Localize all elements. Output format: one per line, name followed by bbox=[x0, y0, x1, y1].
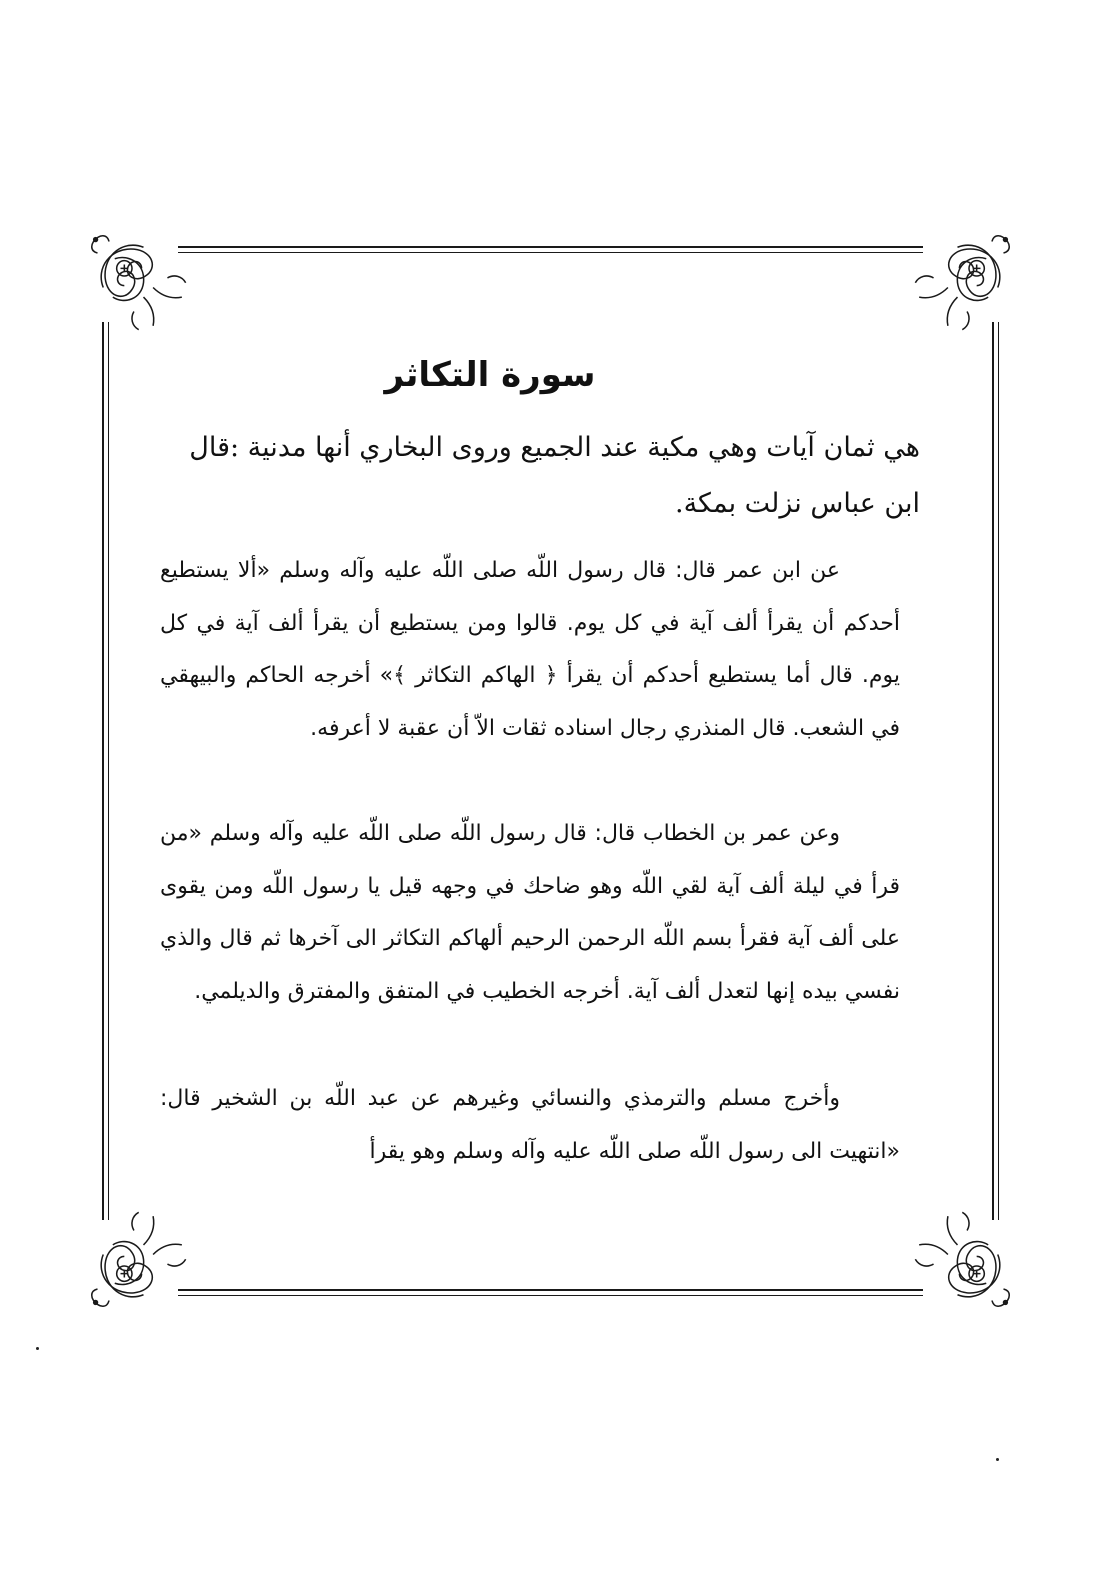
corner-ornament-icon bbox=[900, 230, 1015, 345]
surah-title: سورة التكاثر bbox=[384, 355, 596, 395]
border-top-line bbox=[178, 246, 923, 253]
intro-paragraph: هي ثمان آيات وهي مكية عند الجميع وروى البخاري أنها مدنية :قال ابن عباس نزلت بمكة. bbox=[189, 432, 920, 519]
corner-ornament-icon bbox=[86, 230, 201, 345]
scan-speck bbox=[996, 1458, 999, 1461]
border-right-line bbox=[992, 322, 999, 1220]
corner-ornament-icon bbox=[900, 1197, 1015, 1312]
body-paragraph: وأخرج مسلم والترمذي والنسائي وغيرهم عن عبد اللّه بن الشخير قال: «انتهيت الى رسول اللّه صلى اللّه عليه وآله وسلم وهو يقرأ bbox=[160, 1086, 900, 1164]
corner-ornament-icon bbox=[86, 1197, 201, 1312]
scan-speck bbox=[36, 1347, 39, 1350]
body-paragraph: وعن عمر بن الخطاب قال: قال رسول اللّه صلى اللّه عليه وآله وسلم «من قرأ في ليلة ألف آية لقي اللّه وهو ضاحك في وجهه قيل يا رسول اللّه ومن يقوى على ألف آية فقرأ بسم اللّه الرحمن الرحيم ألهاكم التكاثر الى آخرها ثم قال والذي نفسي بيده إنها لتعدل ألف آية. أخرجه الخطيب في المتفق والمفترق والديلمي. bbox=[160, 821, 900, 1004]
border-left-line bbox=[102, 322, 109, 1220]
border-bottom-line bbox=[178, 1289, 923, 1296]
body-paragraph: عن ابن عمر قال: قال رسول اللّه صلى اللّه عليه وآله وسلم «ألا يستطيع أحدكم أن يقرأ ألف آية في كل يوم. قالوا ومن يستطيع أن يقرأ ألف آية في كل يوم. قال أما يستطيع أحدكم أن يقرأ ﴿ الهاكم التكاثر ﴾» أخرجه الحاكم والبيهقي في الشعب. قال المنذري رجال اسناده ثقات الاّ أن عقبة لا أعرفه. bbox=[160, 558, 900, 741]
